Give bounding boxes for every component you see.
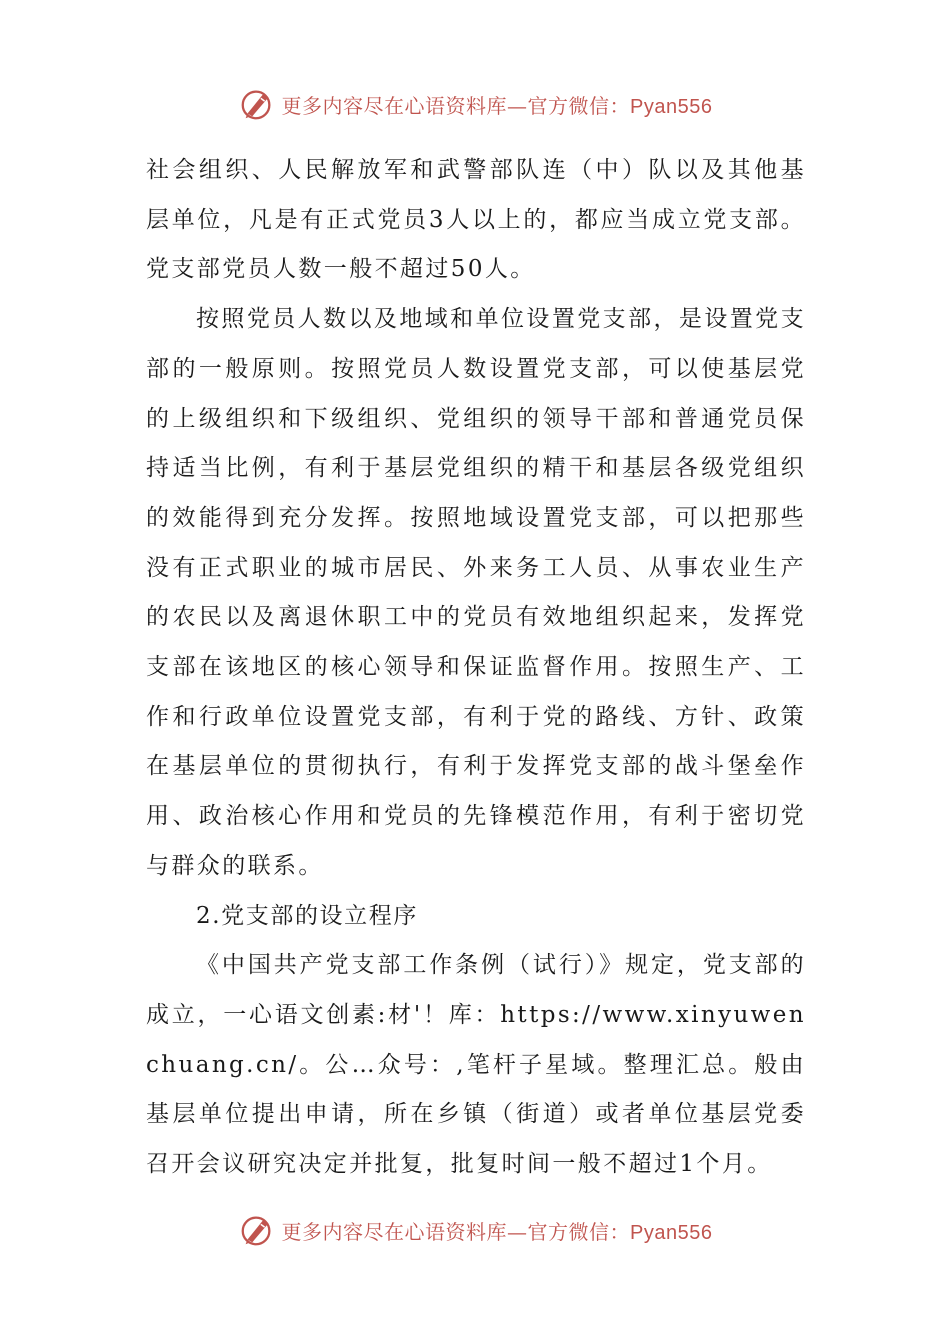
footer-banner-text: 更多内容尽在心语资料库—官方微信：Pyan556 xyxy=(281,1219,713,1244)
body-paragraph-3: 《中国共产党支部工作条例（试行）》规定，党支部的成立，一心语文创素:材'！库：https://www.xinyuwenchuang.cn/。公…众号：,笔杆子星域。整理汇总。般由基层单位提出申请，所在乡镇（街道）或者单位基层党委召开会议研究决定并批复，批复时间一般不超过1个月。 xyxy=(146,952,806,1178)
body-paragraph-1: 社会组织、人民解放军和武警部队连（中）队以及其他基层单位，凡是有正式党员3人以上的，都应当成立党支部。党支部党员人数一般不超过50人。 xyxy=(146,157,806,283)
header-banner-text: 更多内容尽在心语资料库—官方微信：Pyan556 xyxy=(281,93,713,118)
document-body xyxy=(146,146,806,1190)
header-watermark-banner xyxy=(0,84,950,124)
header-wechat-id: Pyan556 xyxy=(630,95,713,118)
footer-wechat-id: Pyan556 xyxy=(630,1221,713,1244)
pen-logo-icon xyxy=(238,1211,276,1249)
footer-watermark-banner xyxy=(0,1210,950,1250)
pen-logo-icon xyxy=(238,85,276,123)
section-heading: 2.党支部的设立程序 xyxy=(196,902,418,929)
body-paragraph-2: 按照党员人数以及地域和单位设置党支部，是设置党支部的一般原则。按照党员人数设置党支部，可以使基层党的上级组织和下级组织、党组织的领导干部和普通党员保持适当比例，有利于基层党组织的精干和基层各级党组织的效能得到充分发挥。按照地域设置党支部，可以把那些没有正式职业的城市居民、外来务工人员、从事农业生产的农民以及离退休职工中的党员有效地组织起来，发挥党支部在该地区的核心领导和保证监督作用。按照生产、工作和行政单位设置党支部，有利于党的路线、方针、政策在基层单位的贯彻执行，有利于发挥党支部的战斗堡垒作用、政治核心作用和党员的先锋模范作用，有利于密切党与群众的联系。 xyxy=(146,306,806,879)
